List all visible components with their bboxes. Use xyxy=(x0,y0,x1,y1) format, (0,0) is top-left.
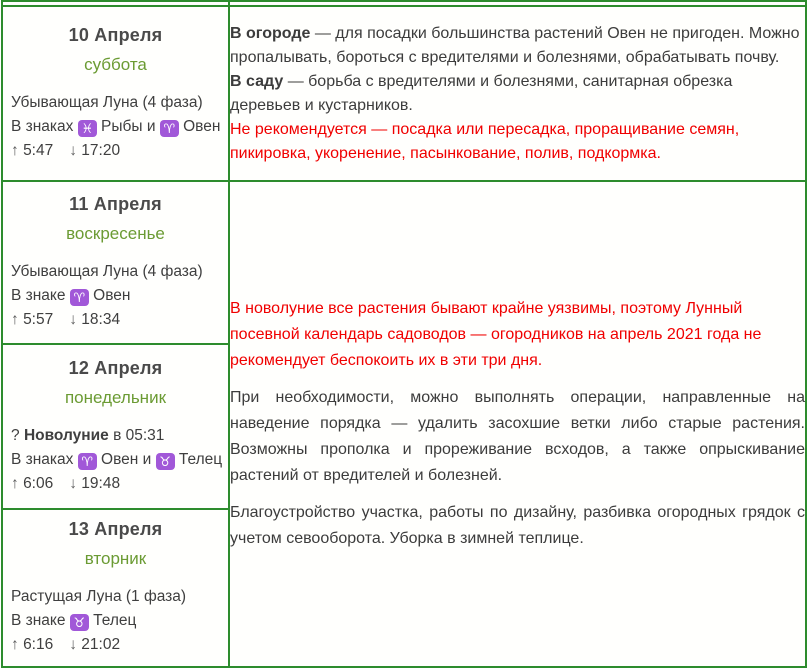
moonrise-part xyxy=(11,636,53,653)
zodiac-prefix: В знаке xyxy=(11,286,70,304)
day-date: 12 Апреля xyxy=(68,357,163,378)
day-cell-april-10 xyxy=(2,6,229,181)
moon-phase-text: Убывающая Луна (4 фаза) xyxy=(11,262,203,280)
orchard-advice xyxy=(230,70,805,118)
moon-phase-time: в 05:31 xyxy=(108,426,165,444)
newmoon-advice-text xyxy=(230,296,805,552)
moon-phase-name: Новолуние xyxy=(23,426,109,444)
advice-cell-april-10 xyxy=(229,6,806,181)
garden-text: — для посадки большинства растений Овен не пригоден. Можно пропалывать, бороться с вредителями и болезнями, обрабатывать почву. xyxy=(230,24,800,66)
day-weekday: понедельник xyxy=(64,387,167,407)
down-arrow-icon: ↓ xyxy=(69,141,77,159)
day-date: 11 Апреля xyxy=(69,193,162,214)
garden-advice xyxy=(230,22,805,70)
moon-times-line xyxy=(11,139,224,163)
up-arrow-icon: ↑ xyxy=(11,141,19,159)
down-arrow-icon: ↓ xyxy=(69,474,77,492)
aries-icon: ♈ xyxy=(70,289,89,306)
moonrise-time: 5:47 xyxy=(23,141,54,159)
day-cell-april-11 xyxy=(2,181,229,344)
zodiac-mid-text: Телец xyxy=(88,612,137,629)
moonrise-part xyxy=(11,142,53,159)
moonrise-time: 5:57 xyxy=(23,310,54,328)
newmoon-para-3: Благоустройство участка, работы по дизайну, разбивка огородных грядок с учетом севооборота. Уборка в зимней теплице. xyxy=(230,504,805,547)
zodiac-prefix: В знаке xyxy=(11,612,70,629)
moon-phase-text: Растущая Луна (1 фаза) xyxy=(11,588,187,605)
zodiac-post-text: Телец xyxy=(174,450,223,468)
moon-phase-text: ? xyxy=(11,426,24,444)
zodiac-post-text: Овен xyxy=(178,117,221,135)
zodiac-mid-text: Овен xyxy=(88,286,131,304)
moon-phase-line xyxy=(11,91,224,115)
garden-label: В огороде xyxy=(230,24,311,42)
zodiac-mid-text: Рыбы и xyxy=(96,117,160,135)
moon-phase-line xyxy=(11,585,224,609)
zodiac-line xyxy=(11,284,224,308)
moonset-time: 17:20 xyxy=(81,141,121,159)
moonset-part xyxy=(69,142,120,159)
zodiac-line xyxy=(11,448,224,472)
zodiac-mid-text: Овен и xyxy=(96,450,156,468)
moon-phase-text: Убывающая Луна (4 фаза) xyxy=(11,93,203,111)
day-date: 13 Апреля xyxy=(68,519,163,539)
advice-text xyxy=(230,22,805,166)
moon-times-line xyxy=(11,308,224,332)
down-arrow-icon: ↓ xyxy=(69,636,77,653)
orchard-text: — борьба с вредителями и болезнями, санитарная обрезка деревьев и кустарников. xyxy=(230,72,733,114)
zodiac-prefix: В знаках xyxy=(11,450,78,468)
not-recommended-advice: Не рекомендуется — посадка или пересадка, проращивание семян, пикировка, укоренение, пасынкование, полив, подкормка. xyxy=(230,120,740,162)
moonset-time: 19:48 xyxy=(81,474,121,492)
moon-phase-line xyxy=(11,424,224,448)
down-arrow-icon: ↓ xyxy=(69,310,77,328)
day-date: 10 Апреля xyxy=(68,24,163,45)
day-cell-april-12 xyxy=(2,344,229,509)
zodiac-prefix: В знаках xyxy=(11,117,78,135)
moon-times-line xyxy=(11,633,224,657)
orchard-label: В саду xyxy=(230,72,284,90)
taurus-icon: ♉ xyxy=(156,453,175,470)
zodiac-line xyxy=(11,115,224,139)
up-arrow-icon: ↑ xyxy=(11,310,19,328)
moonset-time: 18:34 xyxy=(81,310,121,328)
day-cell-april-13 xyxy=(2,509,229,667)
newmoon-para-2: При необходимости, можно выполнять операции, направленные на наведение порядка — удалить засохшие ветки либо старые растения. Возможны прополка и прореживание всходов, а также опрыскивание растений от вредителей и болезней. xyxy=(230,389,805,484)
moonset-time: 21:02 xyxy=(81,636,121,653)
pisces-icon: ♓ xyxy=(78,120,97,137)
moon-phase-line xyxy=(11,260,224,284)
aries-icon: ♈ xyxy=(160,120,179,137)
moonrise-time: 6:06 xyxy=(23,474,54,492)
up-arrow-icon: ↑ xyxy=(11,474,19,492)
day-weekday: воскресенье xyxy=(66,223,165,243)
moonset-part xyxy=(69,475,120,492)
advice-cell-newmoon xyxy=(229,181,806,667)
aries-icon: ♈ xyxy=(78,453,97,470)
up-arrow-icon: ↑ xyxy=(11,636,19,653)
moonrise-part xyxy=(11,311,53,328)
moonrise-part xyxy=(11,475,53,492)
zodiac-line xyxy=(11,609,224,633)
day-info xyxy=(3,91,228,163)
taurus-icon: ♉ xyxy=(70,614,89,631)
day-info xyxy=(3,260,228,332)
day-weekday: суббота xyxy=(84,54,147,74)
day-info xyxy=(3,424,228,496)
moonset-part xyxy=(69,311,120,328)
moon-times-line xyxy=(11,472,224,496)
day-weekday: вторник xyxy=(84,549,147,568)
lunar-calendar-table xyxy=(1,0,807,668)
day-info xyxy=(3,585,228,657)
moonset-part xyxy=(69,636,120,653)
newmoon-warning: В новолуние все растения бывают крайне уязвимы, поэтому Лунный посевной календарь садоводов — огородников на апрель 2021 года не рекомендует беспокоить их в эти три дня. xyxy=(230,300,762,369)
moonrise-time: 6:16 xyxy=(23,636,54,653)
